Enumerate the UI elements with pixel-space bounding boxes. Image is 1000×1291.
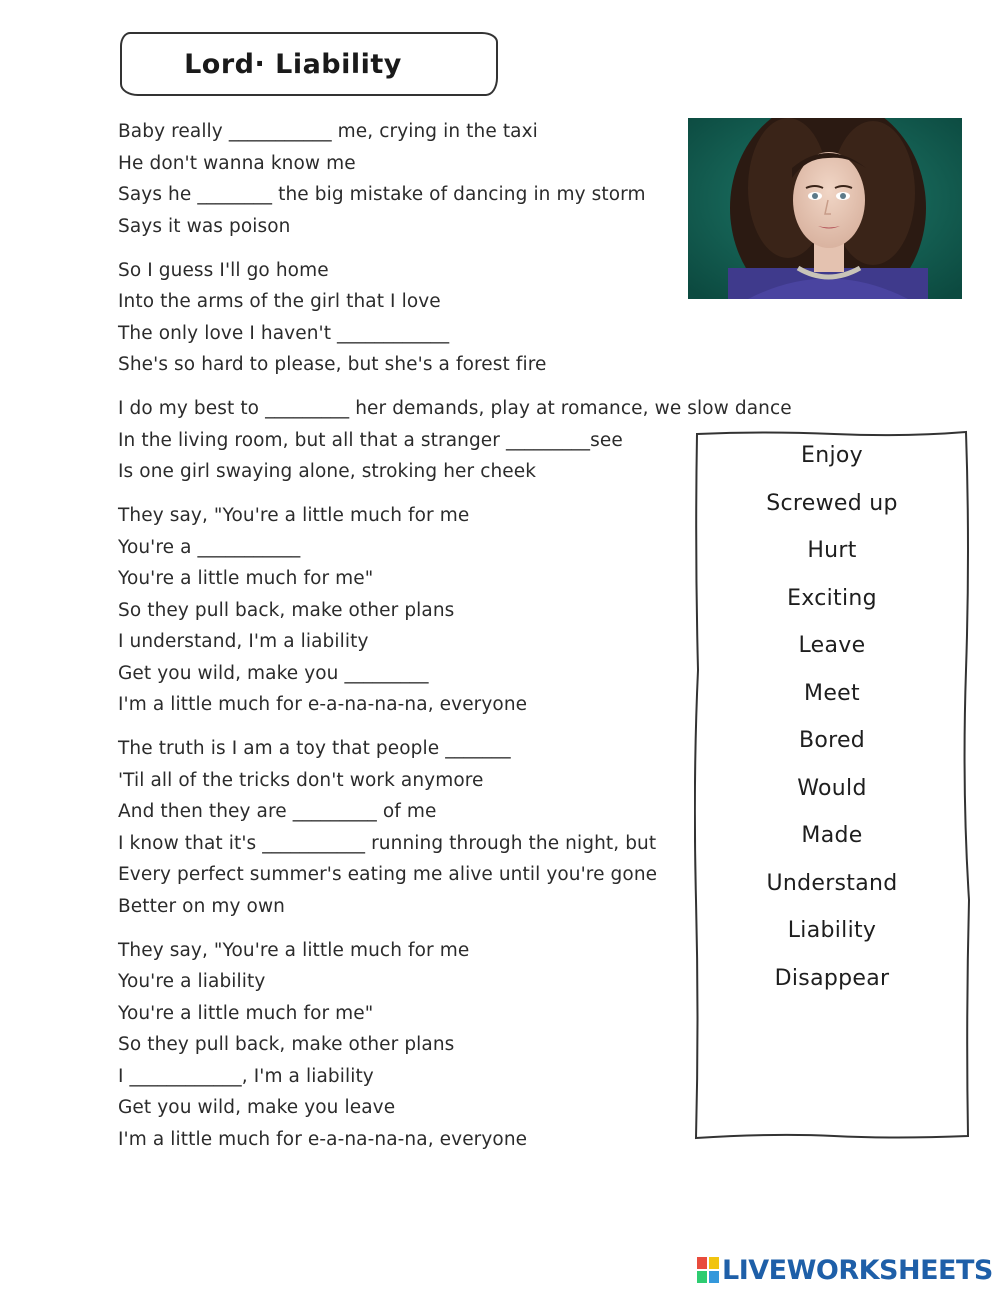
- word-bank-item: Meet: [804, 680, 860, 706]
- liveworksheets-logo: [697, 1255, 993, 1285]
- word-bank-item: Would: [797, 775, 867, 801]
- word-bank-item: Bored: [798, 728, 866, 753]
- stanza: [118, 935, 718, 1156]
- stanza: [118, 255, 718, 381]
- lyric-line: They say, "You're a little much for me: [118, 939, 470, 961]
- lyric-line: Is one girl swaying alone, stroking her cheek: [118, 461, 537, 482]
- word-bank-list: [694, 438, 970, 1008]
- logo-mark-square: [697, 1257, 707, 1269]
- worksheet-title-box: [120, 32, 498, 96]
- lyric-line: Better on my own: [118, 895, 285, 917]
- lyric-line: I understand, I'm a liability: [118, 631, 369, 652]
- lyric-line: You're a ___________: [118, 536, 301, 558]
- lyric-line: I know that it's ___________ running through the night, but: [118, 832, 657, 854]
- lyric-line: They say, "You're a little much for me: [118, 505, 470, 526]
- lyric-line: Says he ________ the big mistake of dancing in my storm: [118, 184, 646, 205]
- word-bank: [694, 430, 970, 1140]
- liveworksheets-logo-icon: [697, 1257, 719, 1283]
- stanza: [118, 733, 718, 922]
- lyric-line: Get you wild, make you leave: [118, 1097, 396, 1118]
- logo-mark-square: [709, 1257, 719, 1269]
- word-bank-item: Enjoy: [801, 443, 863, 468]
- portrait-photo: [688, 118, 962, 299]
- word-bank-item: Made: [801, 823, 863, 848]
- lyric-line: So they pull back, make other plans: [118, 1034, 455, 1055]
- logo-mark-square: [697, 1271, 707, 1283]
- lyric-line: In the living room, but all that a stranger _________see: [118, 429, 623, 451]
- stanza: [118, 393, 792, 488]
- lyric-line: And then they are _________ of me: [118, 801, 437, 822]
- lyric-line: Get you wild, make you _________: [118, 662, 429, 684]
- word-bank-item: Screwed up: [766, 490, 898, 516]
- lyric-line: Says it was poison: [118, 215, 291, 237]
- word-bank-item: Liability: [787, 918, 877, 943]
- lyric-line: I'm a little much for e-a-na-na-na, everyone: [118, 1128, 528, 1150]
- lyric-line: So I guess I'll go home: [118, 259, 329, 281]
- worksheet-title: Lord· Liability: [184, 48, 402, 80]
- lyric-line: She's so hard to please, but she's a forest fire: [118, 354, 547, 375]
- lyric-line: The truth is I am a toy that people _______: [118, 738, 511, 759]
- word-bank-item: Disappear: [774, 965, 890, 991]
- lyric-line: You're a little much for me": [118, 1002, 374, 1024]
- lyric-line: So they pull back, make other plans: [118, 599, 455, 621]
- lyric-line: Baby really ___________ me, crying in the taxi: [118, 121, 538, 142]
- lyrics-body: [118, 116, 792, 1168]
- lyric-line: Every perfect summer's eating me alive until you're gone: [118, 864, 658, 885]
- logo-mark-square: [709, 1271, 719, 1283]
- word-bank-item: Leave: [798, 633, 866, 658]
- lyric-line: I'm a little much for e-a-na-na-na, everyone: [118, 694, 528, 715]
- lyric-line: He don't wanna know me: [118, 152, 356, 174]
- word-bank-item: Hurt: [807, 538, 857, 563]
- lyric-line: The only love I haven't ____________: [118, 322, 450, 344]
- lyric-line: 'Til all of the tricks don't work anymore: [118, 769, 484, 791]
- stanza: [118, 116, 718, 242]
- lyric-line: You're a little much for me": [118, 568, 374, 589]
- logo-text: LIVEWORKSHEETS: [722, 1254, 993, 1286]
- stanza: [118, 500, 718, 721]
- lyric-line: Into the arms of the girl that I love: [118, 291, 441, 312]
- lyric-line: You're a liability: [118, 971, 266, 992]
- word-bank-item: Understand: [766, 870, 898, 896]
- lyric-line: I ____________, I'm a liability: [118, 1065, 374, 1087]
- word-bank-item: Exciting: [787, 585, 877, 611]
- lyric-line: I do my best to _________ her demands, play at romance, we slow dance: [118, 398, 792, 419]
